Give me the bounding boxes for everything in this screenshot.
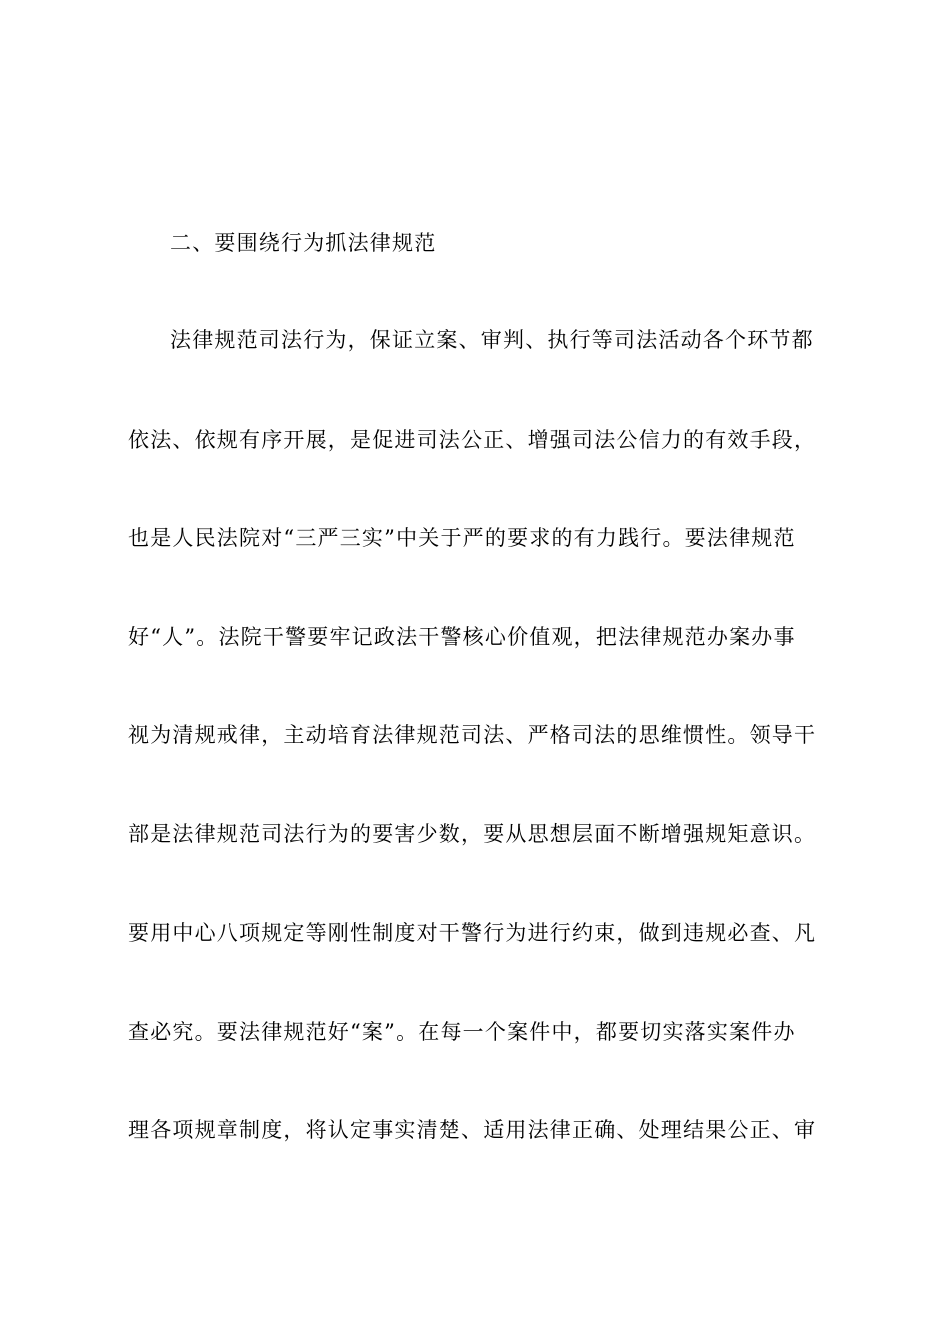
- paragraph-line: 视为清规戒律，主动培育法律规范司法、严格司法的思维惯性。领导干: [128, 723, 817, 747]
- section-heading: 二、要围绕行为抓法律规范: [170, 231, 437, 255]
- paragraph-line: 部是法律规范司法行为的要害少数，要从思想层面不断增强规矩意识。: [128, 822, 817, 846]
- paragraph-line: 依法、依规有序开展，是促进司法公正、增强司法公信力的有效手段，: [128, 428, 817, 452]
- paragraph-line: 也是人民法院对“三严三实”中关于严的要求的有力践行。要法律规范: [128, 526, 796, 550]
- paragraph-line: 好“人”。法院干警要牢记政法干警核心价值观，把法律规范办案办事: [128, 625, 796, 649]
- paragraph-line: 法律规范司法行为，保证立案、审判、执行等司法活动各个环节都: [170, 328, 814, 352]
- paragraph-line: 查必究。要法律规范好“案”。在每一个案件中，都要切实落实案件办: [128, 1020, 796, 1044]
- paragraph-line: 理各项规章制度，将认定事实清楚、适用法律正确、处理结果公正、审: [128, 1118, 817, 1142]
- paragraph-line: 要用中心八项规定等刚性制度对干警行为进行约束，做到违规必查、凡: [128, 921, 817, 945]
